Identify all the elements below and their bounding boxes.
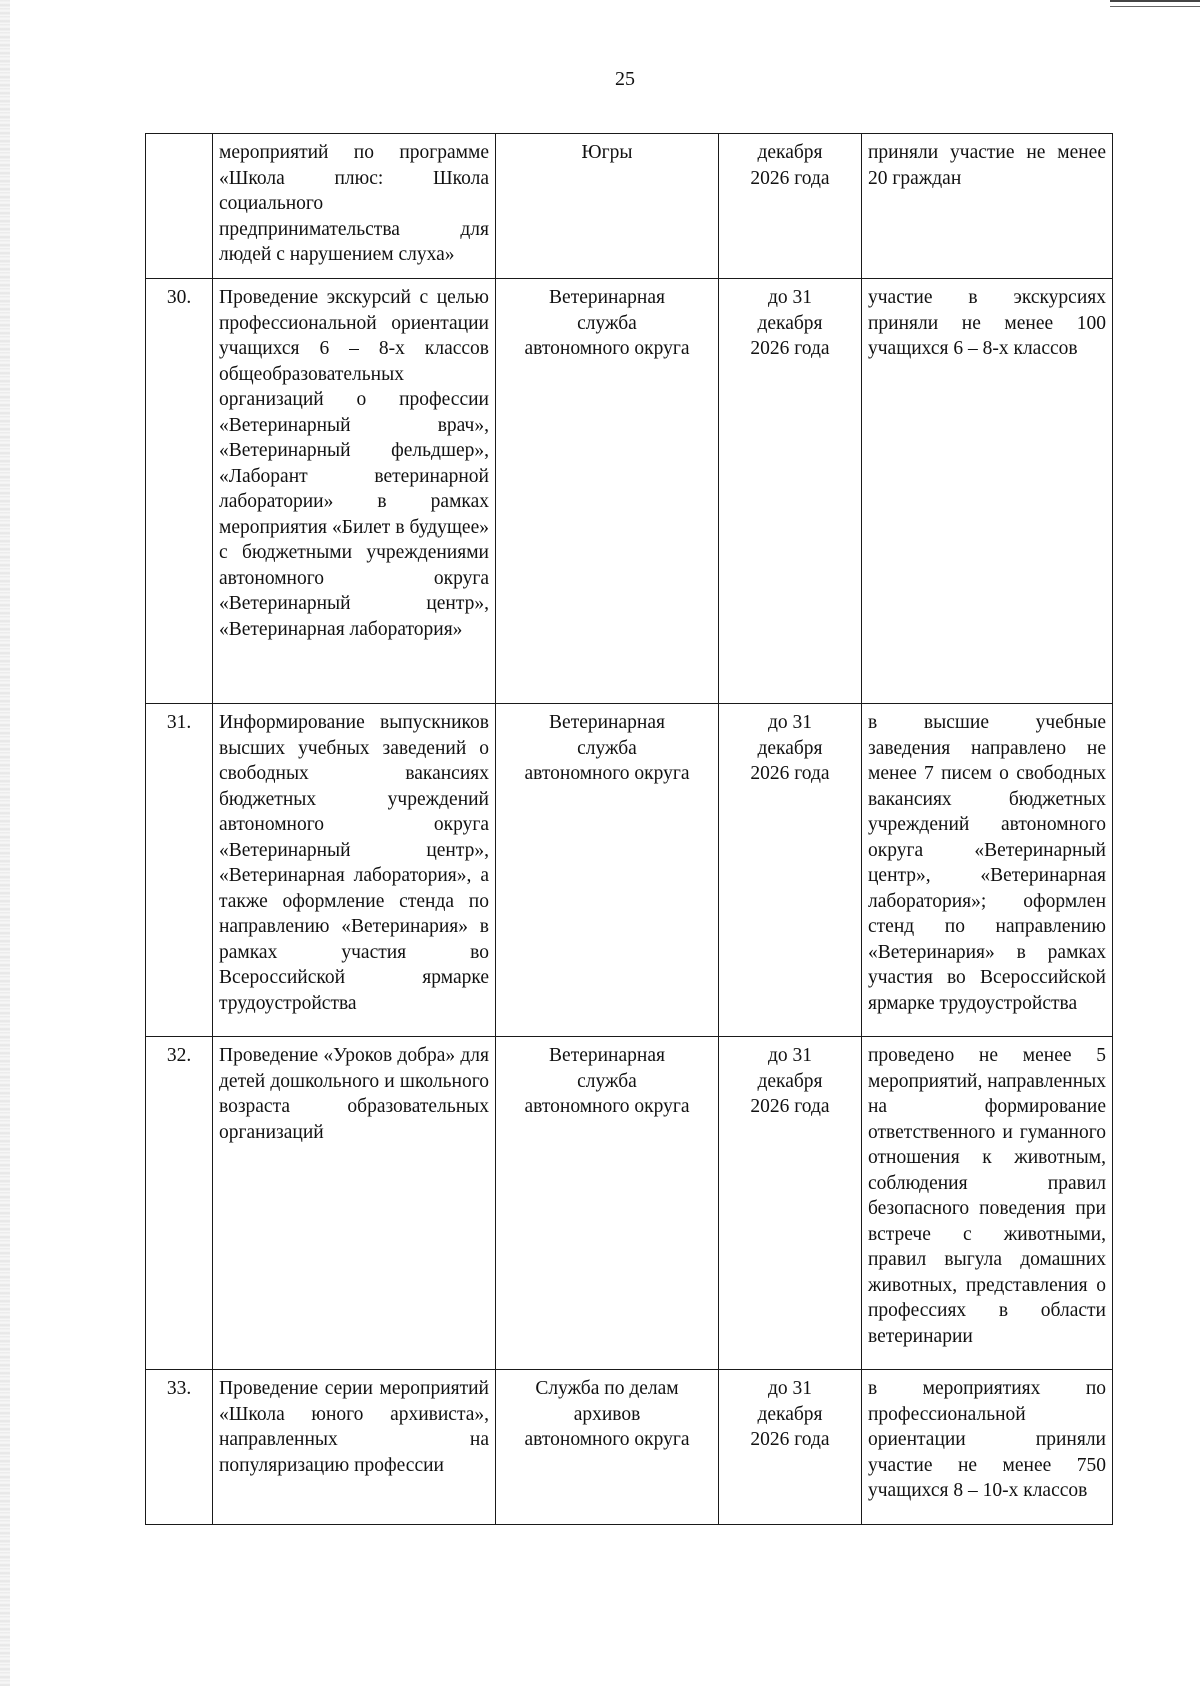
deadline-cell: до 31 декабря 2026 года <box>719 704 862 1037</box>
events-table <box>145 133 1113 1525</box>
event-cell: Проведение экскурсий с целью профессиональной ориентации учащихся 6 – 8-х классов общеобразовательных организаций о профессии «Ветеринарный врач», «Ветеринарный фельдшер», «Лаборант ветеринарной лаборатории» в рамках мероприятия «Билет в будущее» с бюджетными учреждениями автономного округа «Ветеринарный центр», «Ветеринарная лаборатория» <box>213 279 496 704</box>
scan-edge-artifact <box>0 0 10 1686</box>
result-cell: участие в экскурсиях приняли не менее 100 учащихся 6 – 8-х классов <box>862 279 1113 704</box>
deadline-cell: декабря 2026 года <box>719 134 862 279</box>
table-row <box>146 704 1113 1037</box>
row-number: 32. <box>146 1037 213 1370</box>
event-cell: мероприятий по программе «Школа плюс: Школа социального предпринимательства для людей с нарушением слуха» <box>213 134 496 279</box>
responsible-cell: Служба по делам архивов автономного округа <box>496 1370 719 1525</box>
responsible-cell: Ветеринарная служба автономного округа <box>496 279 719 704</box>
table-row <box>146 1370 1113 1525</box>
result-cell: приняли участие не менее 20 граждан <box>862 134 1113 279</box>
event-cell: Информирование выпускников высших учебных заведений о свободных вакансиях бюджетных учреждений автономного округа «Ветеринарный центр», «Ветеринарная лаборатория», а также оформление стенда по направлению «Ветеринария» в рамках участия во Всероссийской ярмарке трудоустройства <box>213 704 496 1037</box>
scan-corner-mark <box>1110 0 1200 2</box>
row-number <box>146 134 213 279</box>
event-cell: Проведение серии мероприятий «Школа юного архивиста», направленных на популяризацию профессии <box>213 1370 496 1525</box>
event-cell: Проведение «Уроков добра» для детей дошкольного и школьного возраста образовательных организаций <box>213 1037 496 1370</box>
row-number: 30. <box>146 279 213 704</box>
result-cell: проведено не менее 5 мероприятий, направленных на формирование ответственного и гуманного отношения к животным, соблюдения правил безопасного поведения при встрече с животными, правил выгула домашних животных, представления о профессиях в области ветеринарии <box>862 1037 1113 1370</box>
table-row <box>146 1037 1113 1370</box>
responsible-cell: Ветеринарная служба автономного округа <box>496 704 719 1037</box>
responsible-cell: Югры <box>496 134 719 279</box>
deadline-cell: до 31 декабря 2026 года <box>719 279 862 704</box>
responsible-cell: Ветеринарная служба автономного округа <box>496 1037 719 1370</box>
row-number: 31. <box>146 704 213 1037</box>
page-number: 25 <box>615 68 635 90</box>
table-row <box>146 279 1113 704</box>
deadline-cell: до 31 декабря 2026 года <box>719 1037 862 1370</box>
table-row <box>146 134 1113 279</box>
deadline-cell: до 31 декабря 2026 года <box>719 1370 862 1525</box>
result-cell: в высшие учебные заведения направлено не менее 7 писем о свободных вакансиях бюджетных учреждений автономного округа «Ветеринарный центр», «Ветеринарная лаборатория»; оформлен стенд по направлению «Ветеринария» в рамках участия во Всероссийской ярмарке трудоустройства <box>862 704 1113 1037</box>
result-cell: в мероприятиях по профессиональной ориентации приняли участие не менее 750 учащихся 8 – 10-х классов <box>862 1370 1113 1525</box>
row-number: 33. <box>146 1370 213 1525</box>
scan-corner-mark <box>1110 6 1200 7</box>
